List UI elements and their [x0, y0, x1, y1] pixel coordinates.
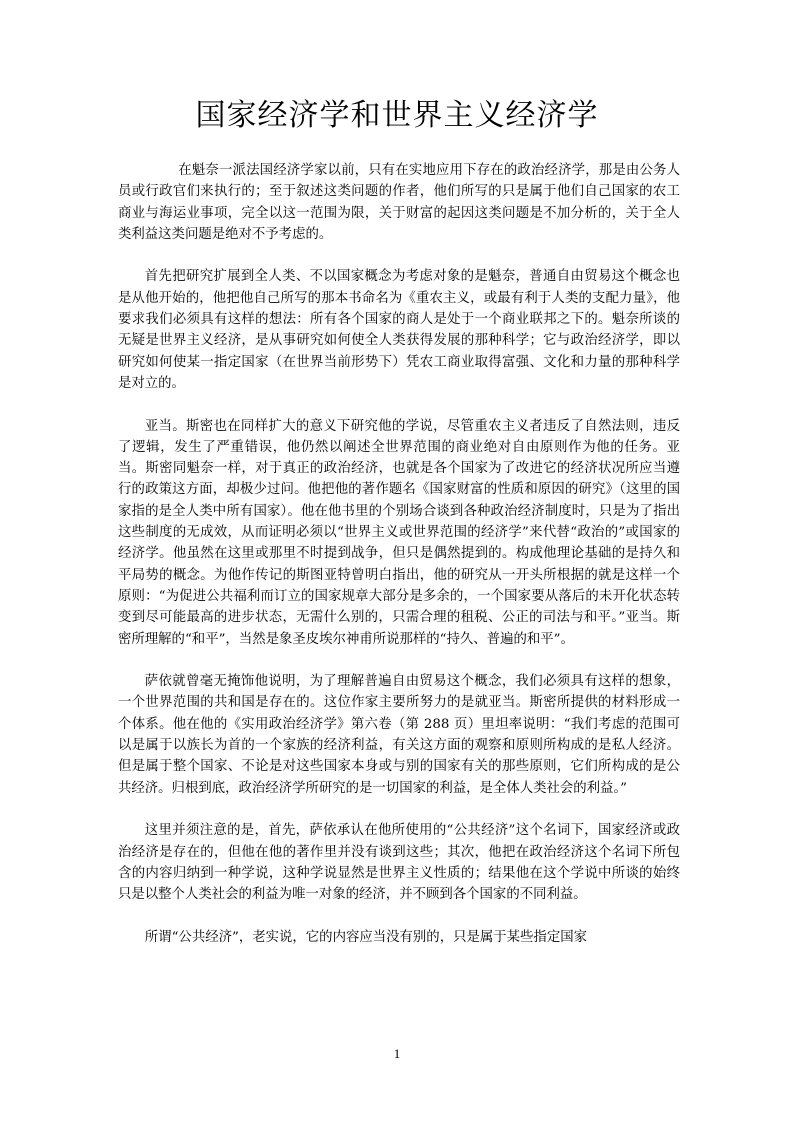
- paragraph: 在魁奈一派法国经济学家以前，只有在实地应用下存在的政治经济学，那是由公务人员或行政官们来执行的；至于叙述这类问题的作者，他们所写的只是属于他们自己国家的农工商业与海运业事项，完全以这一范围为限，关于财富的起因这类问题是不加分析的，关于全人类利益这类问题是绝对不予考虑的。: [118, 163, 680, 242]
- paragraph: 这里并须注意的是，首先，萨依承认在他所使用的“公共经济”这个名词下，国家经济或政治经济是存在的，但他在他的著作里并没有谈到这些；其次，他把在政治经济这个名词下所包含的内容归纳到一种学说，这种学说显然是世界主义性质的；结果他在这个学说中所谈的始终只是以整个人类社会的利益为唯一对象的经济，并不顾到各个国家的不同利益。: [118, 823, 680, 903]
- document-body: [118, 160, 680, 969]
- paragraph: 首先把研究扩展到全人类、不以国家概念为考虑对象的是魁奈，普通自由贸易这个概念也是从他开始的，他把他自己所写的那本书命名为《重农主义，或最有利于人类的支配力量》，他要求我们必须具有这样的想法：所有各个国家的商人是处于一个商业联邦之下的。魁奈所谈的无疑是世界主义经济，是从事研究如何使全人类获得发展的那种科学；它与政治经济学，即以研究如何使某一指定国家（在世界当前形势下）凭农工商业取得富强、文化和力量的那种科学是对立的。: [118, 269, 680, 391]
- paragraph: 萨依就曾毫无掩饰他说明，为了理解普遍自由贸易这个概念，我们必须具有这样的想象，一个世界范围的共和国是存在的。这位作家主要所努力的是就亚当。斯密所提供的材料形成一个体系。他在他的《实用政治经济学》第六卷（第 288 页）里坦率说明：“我们考虑的范围可以是属于以族长为首的一个家族的经济利益，有关这方面的观察和原则所构成的是私人经济。但是属于整个国家、不论是对这些国家本身或与别的国家有关的那些原则，它们所构成的是公共经济。归根到底，政治经济学所研究的是一切国家的利益，是全体人类社会的利益。”: [118, 674, 680, 796]
- document-title: 国家经济学和世界主义经济学: [195, 98, 599, 133]
- page-number: 1: [393, 1046, 401, 1061]
- paragraph: 亚当。斯密也在同样扩大的意义下研究他的学说，尽管重农主义者违反了自然法则，违反了逻辑，发生了严重错误，他仍然以阐述全世界范围的商业绝对自由原则作为他的任务。亚当。斯密同魁奈一样，对于真正的政治经济，也就是各个国家为了改进它的经济状况所应当遵行的政策这方面，却极少过问。他把他的著作题名《国家财富的性质和原因的研究》（这里的国家指的是全人类中所有国家）。他在他书里的个别场合谈到各种政治经济制度时，只是为了指出这些制度的无成效，从而证明必须以“世界主义或世界范围的经济学”来代替“政治的”或国家的经济学。他虽然在这里或那里不时提到战争，但只是偶然提到的。构成他理论基础的是持久和平局势的概念。为他作传记的斯图亚特曾明白指出，他的研究从一开头所根据的就是这样一个原则：“为促进公共福利而订立的国家规章大部分是多余的，一个国家要从落后的未开化状态转变到尽可能最高的进步状态，无需什么别的，只需合理的租税、公正的司法与和平。”亚当。斯密所理解的“和平”，当然是象圣皮埃尔神甫所说那样的“持久、普遍的和平”。: [118, 418, 680, 647]
- paragraph: 所谓“公共经济”，老实说，它的内容应当没有别的，只是属于某些指定国家: [144, 929, 587, 945]
